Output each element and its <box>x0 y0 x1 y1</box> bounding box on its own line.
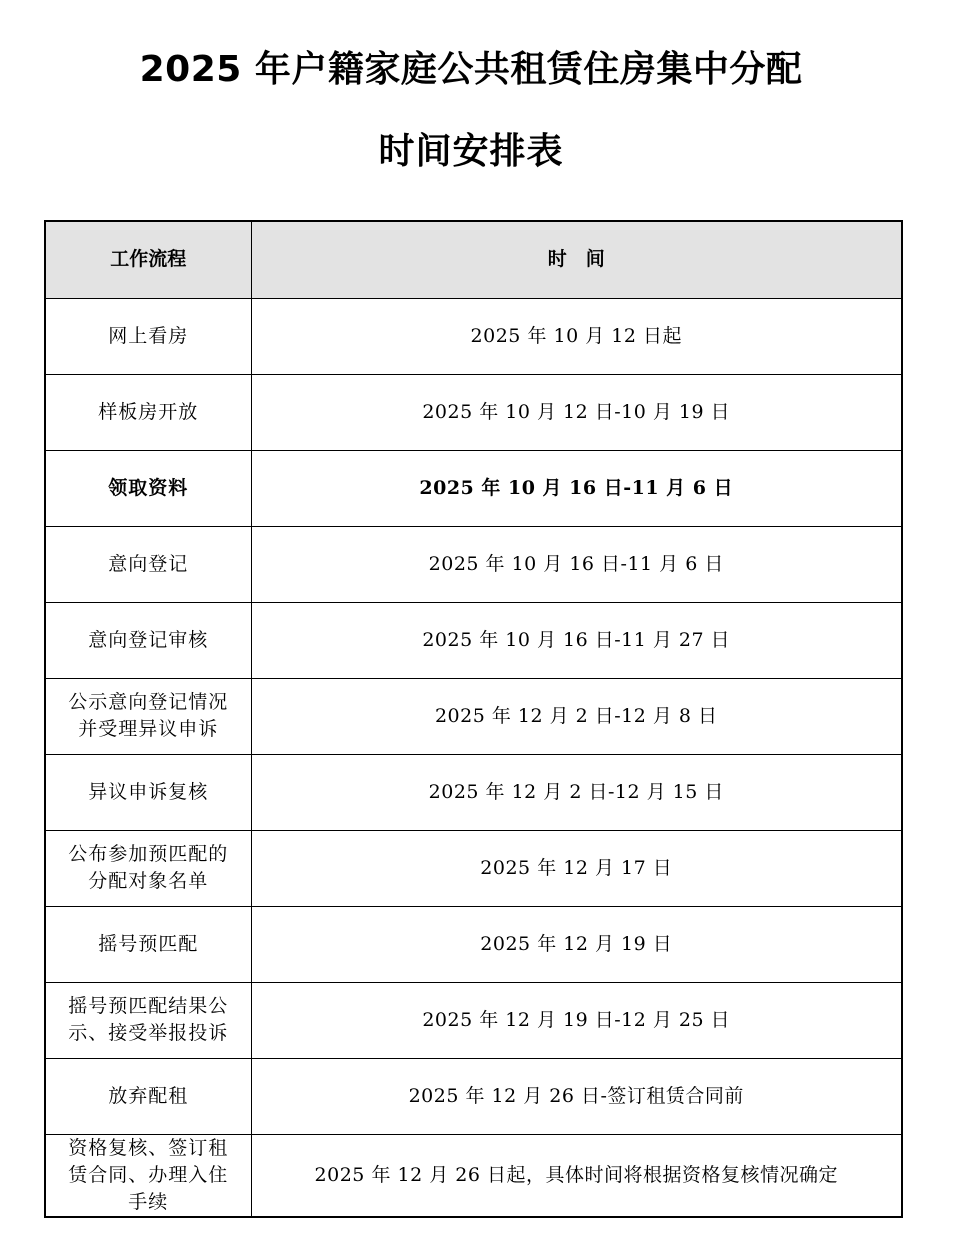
step-label: 网上看房 <box>108 324 189 347</box>
table-row <box>45 450 902 526</box>
step-cell <box>45 526 251 602</box>
table-row <box>45 754 902 830</box>
time-label: 2025 年 12 月 2 日-12 月 15 日 <box>428 780 724 803</box>
header-time: 时 间 <box>251 221 902 298</box>
time-cell <box>251 374 902 450</box>
table-row <box>45 602 902 678</box>
time-cell <box>251 982 902 1058</box>
time-label: 2025 年 12 月 19 日 <box>480 932 673 955</box>
time-label: 2025 年 12 月 19 日-12 月 25 日 <box>422 1008 731 1031</box>
step-label: 样板房开放 <box>98 400 199 423</box>
step-label: 摇号预匹配 <box>98 932 199 955</box>
time-cell <box>251 830 902 906</box>
document-title-line2: 时间安排表 <box>378 131 564 172</box>
step-cell <box>45 830 251 906</box>
time-label: 2025 年 10 月 16 日-11 月 6 日 <box>419 476 734 499</box>
time-cell <box>251 1134 902 1217</box>
step-label: 摇号预匹配结果公示、接受举报投诉 <box>68 995 229 1044</box>
step-label: 异议申诉复核 <box>88 780 209 803</box>
step-label: 领取资料 <box>108 476 189 499</box>
step-label: 公示意向登记情况并受理异议申诉 <box>68 691 229 740</box>
step-label: 资格复核、签订租赁合同、办理入住手续 <box>68 1136 229 1213</box>
step-cell <box>45 602 251 678</box>
table-row <box>45 830 902 906</box>
header-step: 工作流程 <box>45 221 251 298</box>
time-label: 2025 年 12 月 2 日-12 月 8 日 <box>434 704 718 727</box>
time-label: 2025 年 10 月 12 日-10 月 19 日 <box>422 400 731 423</box>
time-label: 2025 年 10 月 12 日起 <box>470 324 682 347</box>
step-cell <box>45 1134 251 1217</box>
time-cell <box>251 906 902 982</box>
step-label: 意向登记审核 <box>88 628 209 651</box>
step-label: 公布参加预匹配的分配对象名单 <box>68 843 229 892</box>
table-row <box>45 906 902 982</box>
time-cell <box>251 1058 902 1134</box>
time-label: 2025 年 10 月 16 日-11 月 27 日 <box>422 628 731 651</box>
step-cell <box>45 754 251 830</box>
step-cell <box>45 374 251 450</box>
document-title-line1: 2025 年户籍家庭公共租赁住房集中分配 <box>139 49 803 90</box>
table-row <box>45 374 902 450</box>
time-label: 2025 年 10 月 16 日-11 月 6 日 <box>428 552 724 575</box>
time-cell <box>251 754 902 830</box>
time-label: 2025 年 12 月 17 日 <box>480 856 673 879</box>
time-cell <box>251 526 902 602</box>
step-cell <box>45 678 251 754</box>
time-label: 2025 年 12 月 26 日起，具体时间将根据资格复核情况确定 <box>314 1163 838 1186</box>
table-row <box>45 526 902 602</box>
time-label: 2025 年 12 月 26 日-签订租赁合同前 <box>408 1084 744 1107</box>
table-row <box>45 982 902 1058</box>
step-cell <box>45 906 251 982</box>
step-cell <box>45 450 251 526</box>
time-cell <box>251 450 902 526</box>
step-cell <box>45 982 251 1058</box>
step-label: 意向登记 <box>108 552 189 575</box>
time-cell <box>251 298 902 374</box>
table-row <box>45 1134 902 1217</box>
step-cell <box>45 298 251 374</box>
time-cell <box>251 602 902 678</box>
table-row <box>45 678 902 754</box>
time-cell <box>251 678 902 754</box>
table-row <box>45 298 902 374</box>
table-row <box>45 1058 902 1134</box>
schedule-table <box>44 220 903 1218</box>
step-cell <box>45 1058 251 1134</box>
table-header-row <box>45 221 902 298</box>
step-label: 放弃配租 <box>108 1084 189 1107</box>
